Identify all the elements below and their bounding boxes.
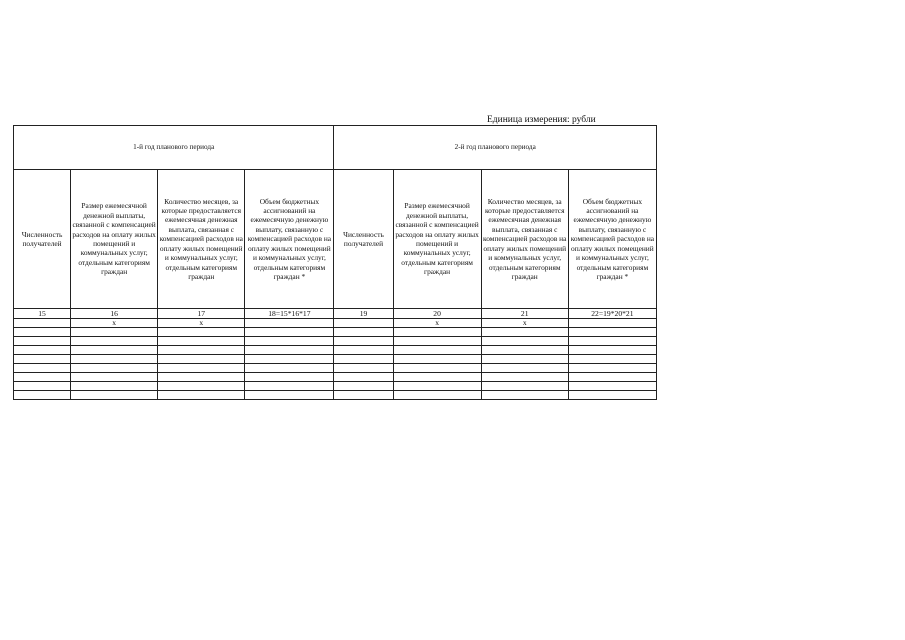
table-cell xyxy=(481,391,568,400)
table-cell xyxy=(334,364,393,373)
table-cell xyxy=(393,364,481,373)
table-cell xyxy=(334,319,393,328)
column-number: 21 xyxy=(481,309,568,319)
column-number-row xyxy=(14,309,657,319)
table-cell xyxy=(14,373,71,382)
table-cell xyxy=(393,382,481,391)
table-cell xyxy=(568,355,656,364)
table-cell xyxy=(568,373,656,382)
table-row xyxy=(14,364,657,373)
column-header-text: Численность получателей xyxy=(343,229,384,248)
table-cell xyxy=(481,337,568,346)
column-number: 20 xyxy=(393,309,481,319)
table-row xyxy=(14,355,657,364)
table-cell xyxy=(393,373,481,382)
table-cell xyxy=(334,373,393,382)
table-cell xyxy=(245,319,334,328)
table-cell xyxy=(481,373,568,382)
column-header xyxy=(481,170,568,309)
table-cell xyxy=(71,364,158,373)
table-cell xyxy=(481,355,568,364)
column-header xyxy=(71,170,158,309)
table-cell xyxy=(14,391,71,400)
table-cell xyxy=(393,346,481,355)
table-cell: x xyxy=(393,319,481,328)
table-cell xyxy=(158,355,245,364)
table-cell xyxy=(14,355,71,364)
table-cell xyxy=(245,391,334,400)
table-row xyxy=(14,328,657,337)
column-header xyxy=(14,170,71,309)
table-cell xyxy=(245,373,334,382)
table-cell xyxy=(71,373,158,382)
table-cell xyxy=(71,391,158,400)
table-row xyxy=(14,373,657,382)
table-cell xyxy=(158,337,245,346)
table-cell xyxy=(481,364,568,373)
table-cell xyxy=(71,346,158,355)
table-cell xyxy=(393,355,481,364)
period-header-year-2: 2-й год планового периода xyxy=(334,126,657,170)
column-header-text: Количество месяцев, за которые предоставляется ежемесячная денежная выплата, связанная с компенсацией расходов на оплату жилых помещений и коммунальных услуг, отдельным категориям граждан xyxy=(483,196,567,281)
table-cell xyxy=(245,346,334,355)
table-cell xyxy=(568,346,656,355)
table-cell xyxy=(245,355,334,364)
table-cell xyxy=(245,337,334,346)
period-header-year-1: 1-й год планового периода xyxy=(14,126,334,170)
table-cell xyxy=(14,319,71,328)
column-header xyxy=(334,170,393,309)
column-header-text: Размер ежемесячной денежной выплаты, связанной с компенсацией расходов на оплату жилых помещений и коммунальных услуг, отдельным категориям граждан xyxy=(72,201,156,277)
table-cell xyxy=(568,328,656,337)
table-cell xyxy=(334,355,393,364)
table-row xyxy=(14,391,657,400)
column-header xyxy=(568,170,656,309)
table-cell xyxy=(158,373,245,382)
table-row xyxy=(14,319,657,328)
table-cell xyxy=(393,391,481,400)
table-cell xyxy=(158,346,245,355)
table-cell xyxy=(71,382,158,391)
column-header-text: Численность получателей xyxy=(21,229,63,248)
table-cell xyxy=(14,337,71,346)
table-cell: x xyxy=(71,319,158,328)
column-header-text: Объем бюджетных ассигнований на ежемесячную денежную выплату, связанную с компенсацией расходов на оплату жилых помещений и коммунальных услуг, отдельным категориям граждан * xyxy=(247,196,332,281)
unit-of-measure-label: Единица измерения: рубли xyxy=(487,115,596,125)
table-cell xyxy=(245,328,334,337)
table-cell xyxy=(14,382,71,391)
column-header-text: Количество месяцев, за которые предоставляется ежемесячная денежная выплата, связанная с компенсацией расходов на оплату жилых помещений и коммунальных услуг, отдельным категориям граждан xyxy=(159,196,243,281)
table-cell xyxy=(481,382,568,391)
table-cell xyxy=(158,382,245,391)
table-cell xyxy=(334,391,393,400)
budget-table xyxy=(13,125,657,400)
table-cell xyxy=(568,382,656,391)
column-header xyxy=(158,170,245,309)
table-cell xyxy=(71,337,158,346)
column-number: 22=19*20*21 xyxy=(568,309,656,319)
table-cell xyxy=(568,337,656,346)
table-cell xyxy=(334,328,393,337)
column-number: 15 xyxy=(14,309,71,319)
table-row xyxy=(14,337,657,346)
column-header xyxy=(245,170,334,309)
column-header-text: Размер ежемесячной денежной выплаты, связанной с компенсацией расходов на оплату жилых помещений и коммунальных услуг, отдельным категориям граждан xyxy=(395,201,479,277)
table-cell xyxy=(245,364,334,373)
table-cell xyxy=(334,382,393,391)
table-body xyxy=(14,126,657,400)
table-cell xyxy=(393,337,481,346)
table-cell xyxy=(334,346,393,355)
column-number: 16 xyxy=(71,309,158,319)
table-row xyxy=(14,382,657,391)
table-cell xyxy=(14,328,71,337)
table-cell xyxy=(245,382,334,391)
table-cell: x xyxy=(158,319,245,328)
table-cell xyxy=(393,328,481,337)
table-cell xyxy=(568,364,656,373)
table-cell xyxy=(14,364,71,373)
table-cell xyxy=(158,391,245,400)
table-cell xyxy=(71,328,158,337)
table-cell xyxy=(158,328,245,337)
table-cell xyxy=(14,346,71,355)
column-number: 19 xyxy=(334,309,393,319)
table-cell xyxy=(158,364,245,373)
table-cell xyxy=(334,337,393,346)
column-header xyxy=(393,170,481,309)
table-cell xyxy=(481,328,568,337)
table-cell xyxy=(568,319,656,328)
table-cell xyxy=(481,346,568,355)
period-header-row xyxy=(14,126,657,170)
table-row xyxy=(14,346,657,355)
column-number: 17 xyxy=(158,309,245,319)
column-number: 18=15*16*17 xyxy=(245,309,334,319)
column-header-text: Объем бюджетных ассигнований на ежемесячную денежную выплату, связанную с компенсацией расходов на оплату жилых помещений и коммунальных услуг, отдельным категориям граждан * xyxy=(570,196,655,281)
table-cell xyxy=(71,355,158,364)
table-cell: x xyxy=(481,319,568,328)
table-cell xyxy=(568,391,656,400)
column-header-row xyxy=(14,170,657,309)
